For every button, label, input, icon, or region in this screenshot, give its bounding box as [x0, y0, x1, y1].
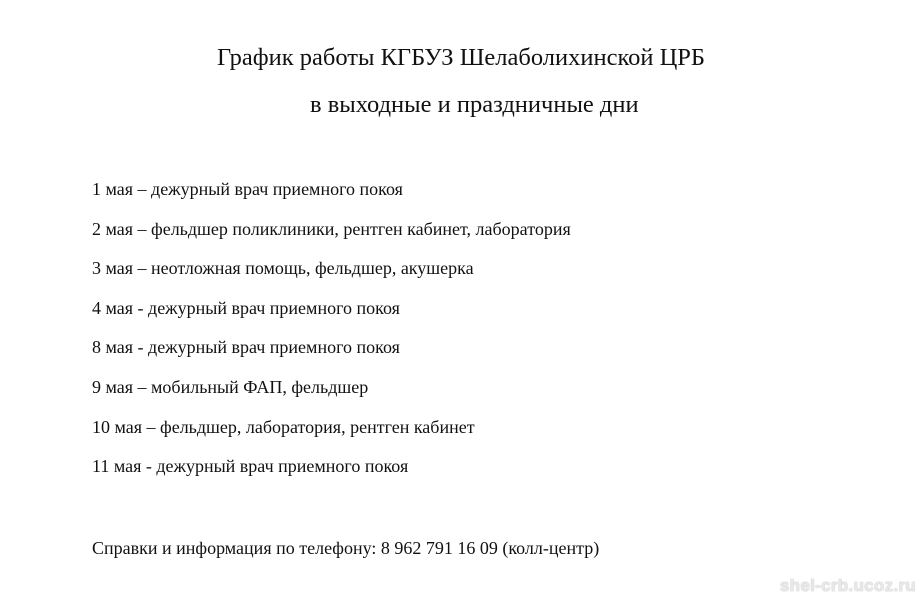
schedule-item-may-11: 11 мая - дежурный врач приемного покоя — [92, 456, 409, 477]
schedule-item-may-3: 3 мая – неотложная помощь, фельдшер, акушерка — [92, 258, 474, 279]
schedule-item-may-4: 4 мая - дежурный врач приемного покоя — [92, 297, 400, 318]
schedule-item-may-10: 10 мая – фельдшер, лаборатория, рентген кабинет — [92, 416, 475, 437]
schedule-item-may-8: 8 мая - дежурный врач приемного покоя — [92, 337, 400, 358]
document-title-line-1: График работы КГБУЗ Шелаболихинской ЦРБ — [217, 44, 706, 71]
document-title-line-2: в выходные и праздничные дни — [310, 91, 639, 118]
schedule-item-may-2: 2 мая – фельдшер поликлиники, рентген кабинет, лаборатория — [92, 218, 571, 239]
contact-info: Справки и информация по телефону: 8 962 791 16 09 (колл-центр) — [92, 538, 600, 558]
schedule-list — [92, 178, 571, 495]
schedule-item-may-1: 1 мая – дежурный врач приемного покоя — [92, 179, 403, 199]
site-watermark: shel-crb.ucoz.ru — [779, 576, 916, 595]
schedule-item-may-9: 9 мая – мобильный ФАП, фельдшер — [92, 376, 369, 397]
